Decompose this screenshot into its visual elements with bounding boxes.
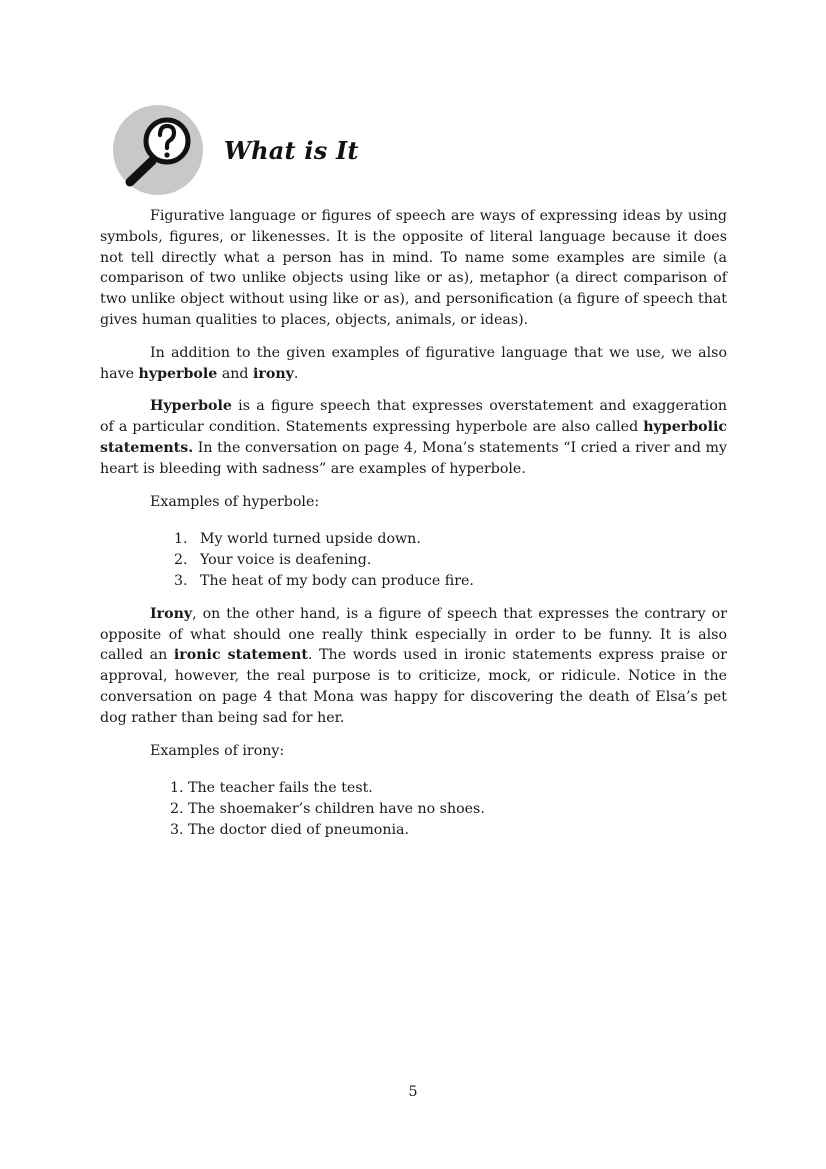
text-span: and	[217, 365, 254, 382]
term-irony: Irony	[150, 605, 193, 622]
irony-paragraph	[100, 604, 727, 729]
list-number: 2.	[174, 552, 188, 569]
text-span: , on the other hand, is a figure of speech that expresses the contrary or opposite of what should one really think especially in order to be funny. It is also called an	[100, 605, 727, 664]
hyperbole-paragraph	[100, 396, 727, 479]
body-content	[100, 206, 727, 853]
text-span: . The words used in ironic statements express praise or approval, however, the real purpose is to criticize, mock, or ridicule. Notice in the conversation on page 4 that Mona was happy for discovering the death of Elsa’s pet dog rather than being sad for her.	[100, 647, 727, 726]
list-number: 2.	[170, 801, 184, 818]
term-ironic-statement: ironic statement	[173, 647, 308, 664]
list-text: The doctor died of pneumonia.	[188, 821, 409, 838]
hyperbole-examples-list	[100, 529, 727, 591]
list-text: The shoemaker’s children have no shoes.	[188, 801, 485, 818]
magnifier-question-icon	[112, 104, 204, 196]
text-span: is a figure speech that expresses overstatement and exaggeration of a particular condition. Statements expressing hyperbole are also called	[100, 398, 727, 436]
page-number: 5	[408, 1084, 418, 1100]
term-hyperbole: Hyperbole	[150, 398, 232, 415]
term-hyperbole: hyperbole	[138, 365, 218, 382]
hyperbole-examples-label: Examples of hyperbole:	[150, 493, 320, 510]
text-span: In the conversation on page 4, Mona’s statements “I cried a river and my heart is bleeding with sadness” are examples of hyperbole.	[100, 439, 727, 477]
list-item	[100, 799, 727, 820]
list-item	[100, 778, 727, 799]
list-number: 3.	[170, 821, 184, 838]
intro-paragraph: Figurative language or figures of speech are ways of expressing ideas by using symbols, figures, or likenesses. It is the opposite of literal language because it does not tell directly what a person has in mind. To name some examples are simile (a comparison of two unlike objects using like or as), metaphor (a direct comparison of two unlike object without using like or as), and personification (a figure of speech that gives human qualities to places, objects, animals, or ideas).	[100, 208, 727, 328]
irony-examples-list	[100, 778, 727, 840]
list-number: 1.	[174, 531, 188, 548]
list-text: The teacher fails the test.	[188, 780, 373, 797]
list-number: 1.	[170, 780, 184, 797]
text-span: .	[293, 365, 299, 382]
list-number: 3.	[174, 572, 188, 589]
list-item	[100, 550, 727, 571]
section-header	[112, 104, 359, 196]
list-text: My world turned upside down.	[200, 531, 421, 548]
list-item	[100, 820, 727, 841]
irony-examples-label: Examples of irony:	[150, 742, 285, 759]
term-irony: irony	[253, 365, 294, 382]
addition-paragraph	[100, 343, 727, 385]
list-text: The heat of my body can produce fire.	[200, 572, 474, 589]
term-hyperbolic-statements: hyperbolic statements.	[100, 419, 727, 456]
list-text: Your voice is deafening.	[200, 552, 372, 569]
list-item	[100, 529, 727, 550]
text-span: In addition to the given examples of figurative language that we use, we also have	[100, 344, 727, 382]
list-item	[100, 571, 727, 592]
section-title: What is It	[224, 135, 359, 165]
